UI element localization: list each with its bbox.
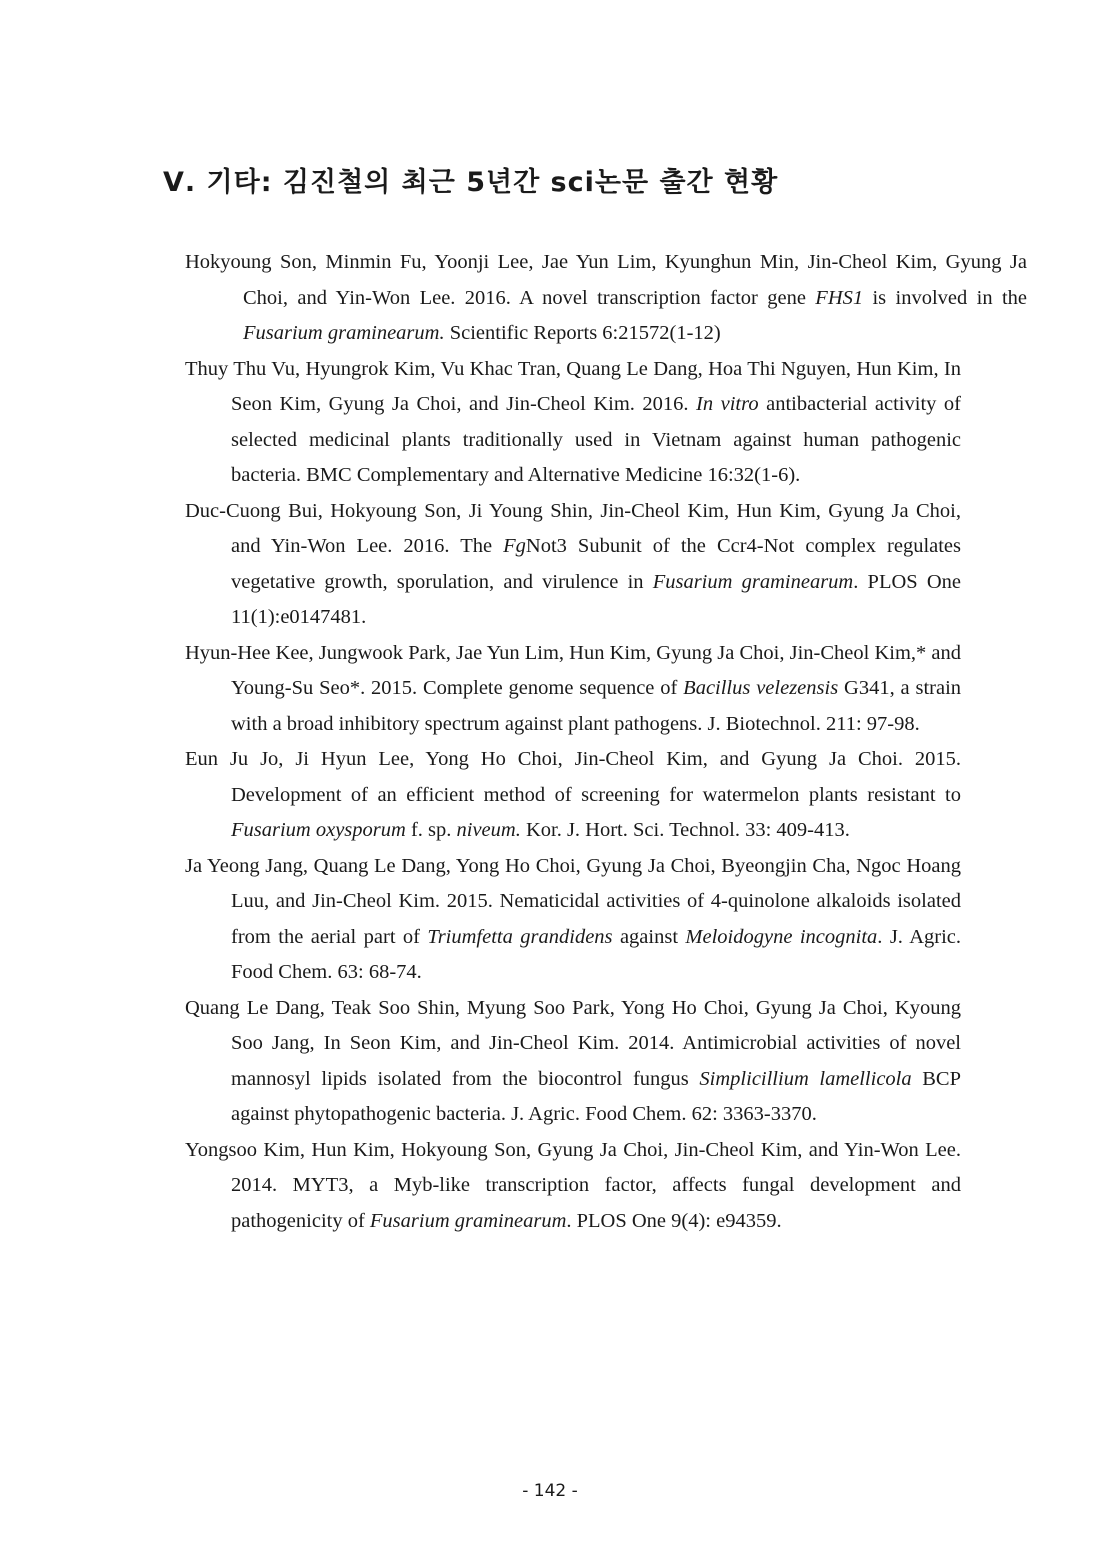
reference-item xyxy=(185,494,961,636)
reference-text: Quang Le Dang, Teak Soo Shin, Myung Soo Park, Yong Ho Choi, Gyung Ja Choi, Kyoung Soo Jang, In Seon Kim, and Jin-Cheol Kim. 2014. Antimicrobial activities of novel mannosyl lipids isolated from the biocontrol fungus xyxy=(185,996,961,1090)
reference-italic-text: Fusarium graminearum xyxy=(652,570,854,593)
reference-item xyxy=(185,1133,961,1240)
reference-text: . PLOS One 9(4): e94359. xyxy=(566,1209,782,1232)
reference-italic-text: Fusarium graminearum xyxy=(369,1209,567,1232)
reference-item xyxy=(185,742,961,849)
reference-text: f. sp. xyxy=(405,819,457,841)
reference-italic-text: Fusarium oxysporum xyxy=(231,819,406,841)
reference-text: BCP against phytopathogenic bacteria. J. Agric. Food Chem. 62: 3363-3370. xyxy=(231,1067,961,1125)
reference-text: Not3 Subunit of the Ccr4-Not complex regulates vegetative growth, sporulation, and virulence in xyxy=(231,535,962,593)
reference-text: . J. Agric. Food Chem. 63: 68-74. xyxy=(231,925,962,983)
reference-italic-text: Fg xyxy=(503,535,526,557)
page-number: - 142 - xyxy=(522,1481,578,1501)
reference-text: Thuy Thu Vu, Hyungrok Kim, Vu Khac Tran, Quang Le Dang, Hoa Thi Nguyen, Hun Kim, In Seon Kim, Gyung Ja Choi, and Jin-Cheol Kim. 2016. xyxy=(185,357,961,415)
reference-text: antibacterial activity of selected medicinal plants traditionally used in Vietnam against human pathogenic bacteria. BMC Complementary and Alternative Medicine 16:32(1-6). xyxy=(231,393,961,486)
reference-text: is involved in the xyxy=(863,286,1027,309)
reference-item xyxy=(185,245,1027,352)
reference-text: against xyxy=(612,925,686,948)
reference-text: Eun Ju Jo, Ji Hyun Lee, Yong Ho Choi, Jin-Cheol Kim, and Gyung Ja Choi. 2015. Development of an efficient method of screening for watermelon plants resistant to xyxy=(185,748,961,806)
reference-item xyxy=(185,352,961,494)
reference-italic-text: In vitro xyxy=(696,393,759,415)
reference-text: Hokyoung Son, Minmin Fu, Yoonji Lee, Jae Yun Lim, Kyunghun Min, Jin-Cheol Kim, Gyung Ja Choi, and Yin-Won Lee. 2016. A novel transcription factor gene xyxy=(185,251,1027,309)
reference-italic-text: Simplicillium lamellicola xyxy=(699,1067,912,1090)
reference-text: Yongsoo Kim, Hun Kim, Hokyoung Son, Gyung Ja Choi, Jin-Cheol Kim, and Yin-Won Lee. 2014. MYT3, a Myb-like transcription factor, affects fungal development and pathogenicity of xyxy=(185,1138,961,1232)
section-heading: Ⅴ. 기타: 김진철의 최근 5년간 sci논문 출간 현황 xyxy=(163,167,779,198)
reference-text: . PLOS One 11(1):e0147481. xyxy=(231,570,962,628)
reference-italic-text: FHS1 xyxy=(815,286,864,309)
reference-italic-text: Fusarium graminearum. xyxy=(243,322,445,344)
reference-text: Scientific Reports 6:21572(1-12) xyxy=(444,322,721,344)
reference-item xyxy=(185,636,961,743)
reference-italic-text: Meloidogyne incognita xyxy=(685,925,878,948)
reference-text: Duc-Cuong Bui, Hokyoung Son, Ji Young Shin, Jin-Cheol Kim, Hun Kim, Gyung Ja Choi, and Yin-Won Lee. 2016. The xyxy=(185,499,961,557)
reference-italic-text: niveum. xyxy=(456,819,521,841)
reference-text: G341, a strain with a broad inhibitory spectrum against plant pathogens. J. Biotechnol. 211: 97-98. xyxy=(231,677,962,735)
reference-italic-text: Triumfetta grandidens xyxy=(427,925,613,948)
reference-item xyxy=(185,849,961,991)
reference-list xyxy=(185,245,1027,1239)
reference-text: Ja Yeong Jang, Quang Le Dang, Yong Ho Choi, Gyung Ja Choi, Byeongjin Cha, Ngoc Hoang Luu, and Jin-Cheol Kim. 2015. Nematicidal activities of 4-quinolone alkaloids isolated from the aerial part of xyxy=(185,854,961,948)
reference-item xyxy=(185,991,961,1133)
reference-text: Kor. J. Hort. Sci. Technol. 33: 409-413. xyxy=(520,819,850,841)
reference-text: Hyun-Hee Kee, Jungwook Park, Jae Yun Lim, Hun Kim, Gyung Ja Choi, Jin-Cheol Kim,* and Young-Su Seo*. 2015. Complete genome sequence of xyxy=(185,641,961,699)
reference-italic-text: Bacillus velezensis xyxy=(683,677,839,699)
